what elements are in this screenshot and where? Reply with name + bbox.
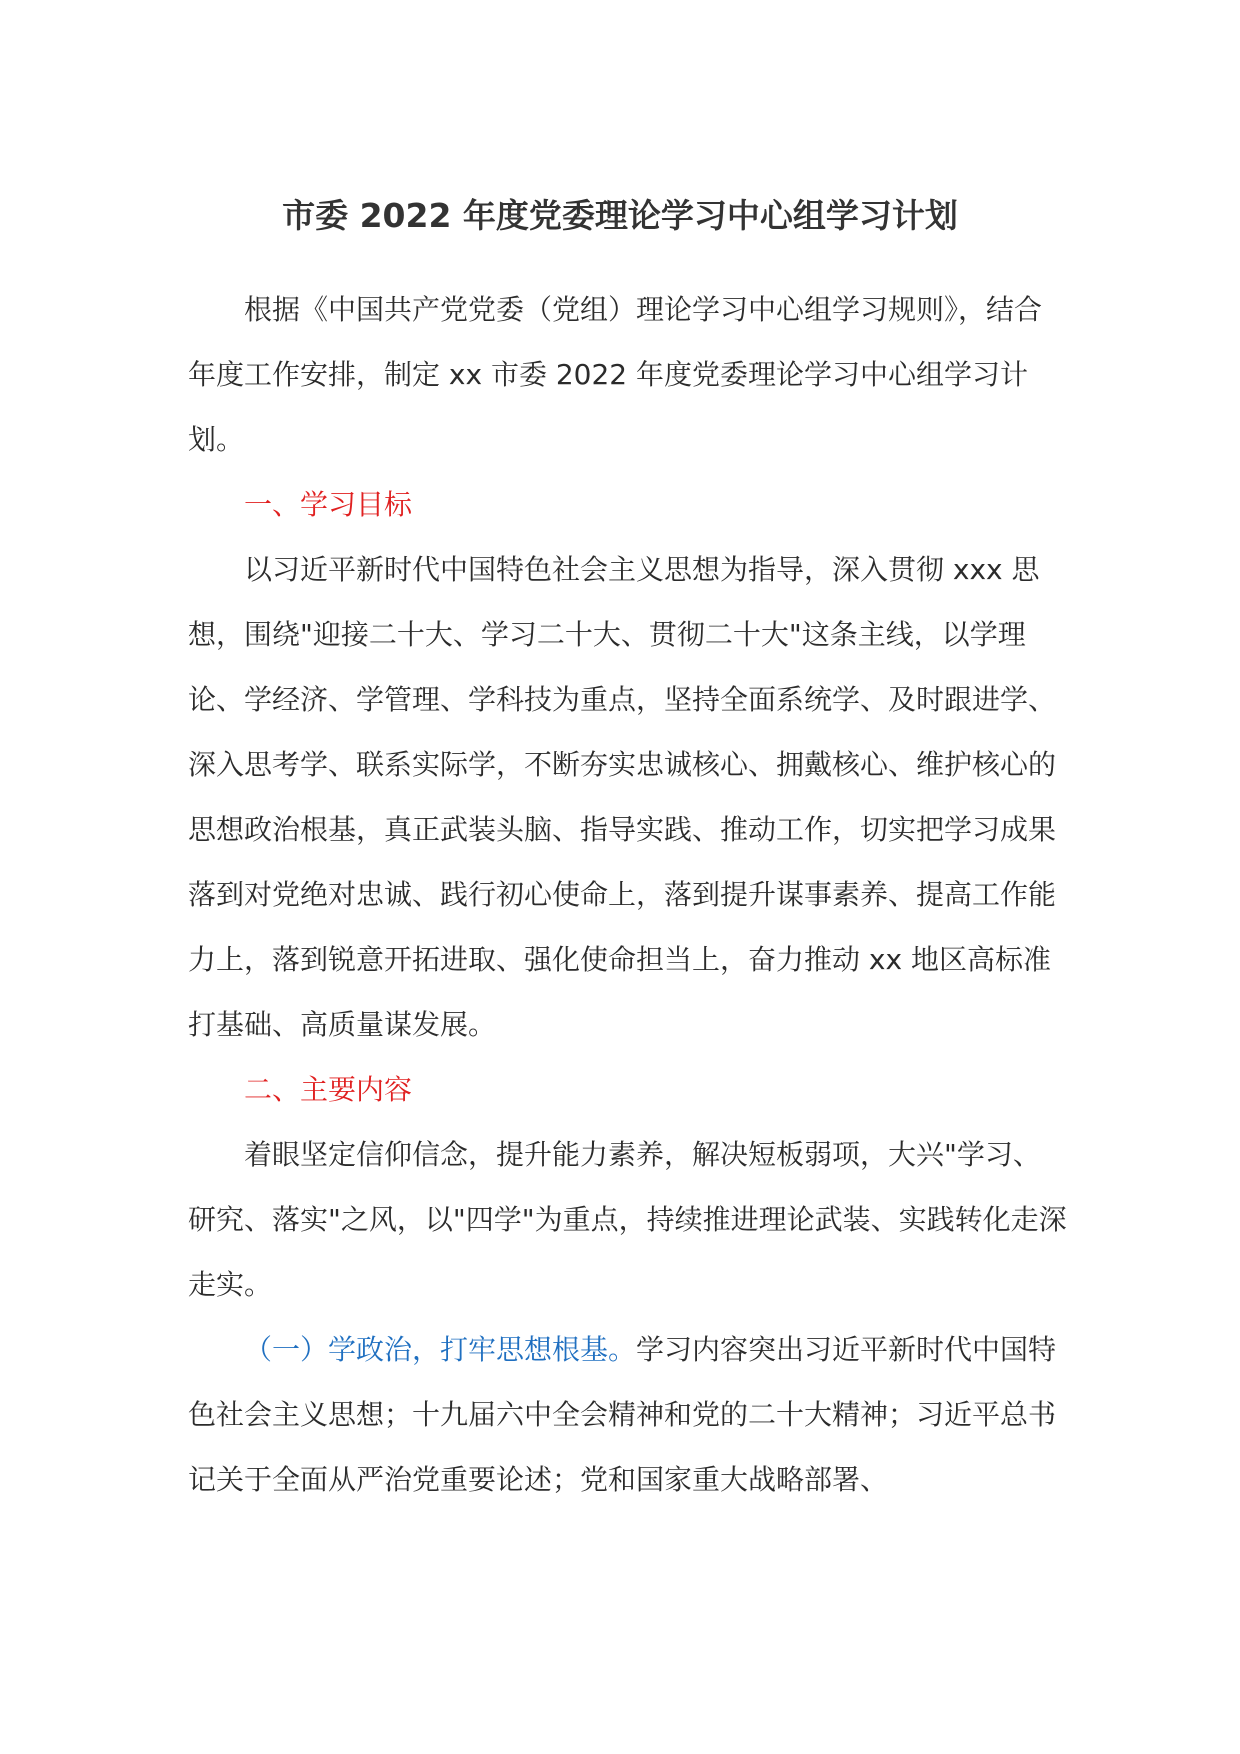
section-heading-goals: 一、学习目标 <box>244 488 413 521</box>
document-title: 市委 2022 年度党委理论学习中心组学习计划 <box>282 196 958 235</box>
document-body <box>188 277 1068 1512</box>
subsection-paragraph-politics <box>188 1317 1068 1512</box>
content-paragraph: 着眼坚定信仰信念，提升能力素养，解决短板弱项，大兴"学习、研究、落实"之风，以"四学"为重点，持续推进理论武装、实践转化走深走实。 <box>188 1138 1067 1301</box>
goals-paragraph: 以习近平新时代中国特色社会主义思想为指导，深入贯彻 xxx 思想，围绕"迎接二十大、学习二十大、贯彻二十大"这条主线，以学理论、学经济、学管理、学科技为重点，坚持全面系统学、及时跟进学、深入思考学、联系实际学，不断夯实忠诚核心、拥戴核心、维护核心的思想政治根基，真正武装头脑、指导实践、推动工作，切实把学习成果落到对党绝对忠诚、践行初心使命上，落到提升谋事素养、提高工作能力上，落到锐意开拓进取、强化使命担当上，奋力推动 xx 地区高标准打基础、高质量谋发展。 <box>188 553 1057 1041</box>
intro-paragraph: 根据《中国共产党党委（党组）理论学习中心组学习规则》，结合年度工作安排，制定 xx 市委 2022 年度党委理论学习中心组学习计划。 <box>188 293 1043 456</box>
section-heading-content: 二、主要内容 <box>244 1073 413 1106</box>
subsection-text-politics: 学习内容突出习近平新时代中国特色社会主义思想；十九届六中全会精神和党的二十大精神；习近平总书记关于全面从严治党重要论述；党和国家重大战略部署、 <box>188 1333 1057 1496</box>
subsection-heading-politics: （一）学政治，打牢思想根基。 <box>244 1333 637 1366</box>
